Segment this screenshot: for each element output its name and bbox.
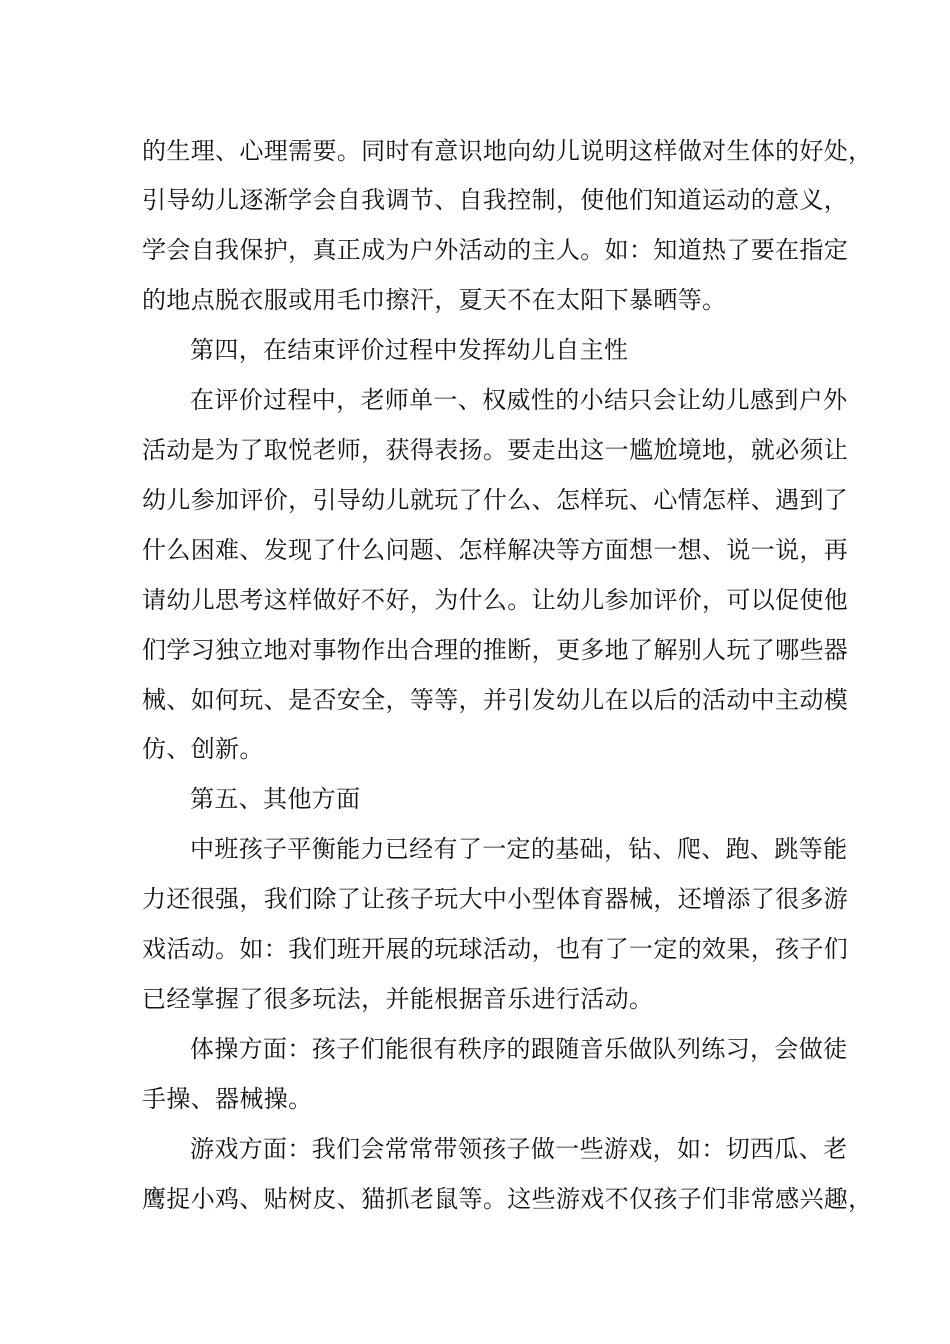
text-line: 已经掌握了很多玩法，并能根据音乐进行活动。	[142, 985, 654, 1013]
text-line: 力还很强，我们除了让孩子玩大中小型体育器械，还增添了很多游	[142, 885, 849, 913]
text-line: 戏活动。如：我们班开展的玩球活动，也有了一定的效果，孩子们	[142, 935, 849, 963]
text-line: 引导幼儿逐渐学会自我调节、自我控制，使他们知道运动的意义，	[142, 186, 849, 214]
text-line: 手操、器械操。	[142, 1085, 313, 1113]
section-heading: 第四，在结束评价过程中发挥幼儿自主性	[190, 336, 629, 364]
text-line: 游戏方面：我们会常常带领孩子做一些游戏，如：切西瓜、老	[190, 1135, 848, 1163]
text-line: 的地点脱衣服或用毛巾擦汗，夏天不在太阳下暴晒等。	[142, 286, 727, 314]
text-line: 活动是为了取悦老师，获得表扬。要走出这一尴尬境地，就必须让	[142, 436, 849, 464]
text-line: 请幼儿思考这样做好不好，为什么。让幼儿参加评价，可以促使他	[142, 586, 849, 614]
text-line: 械、如何玩、是否安全，等等，并引发幼儿在以后的活动中主动模	[142, 686, 849, 714]
text-line: 们学习独立地对事物作出合理的推断，更多地了解别人玩了哪些器	[142, 636, 849, 664]
text-line: 什么困难、发现了什么问题、怎样解决等方面想一想、说一说，再	[142, 536, 849, 564]
text-line: 鹰捉小鸡、贴树皮、猫抓老鼠等。这些游戏不仅孩子们非常感兴趣，	[142, 1185, 873, 1213]
text-line: 体操方面：孩子们能很有秩序的跟随音乐做队列练习，会做徒	[190, 1035, 848, 1063]
text-line: 中班孩子平衡能力已经有了一定的基础，钻、爬、跑、跳等能	[190, 835, 848, 863]
text-line: 学会自我保护，真正成为户外活动的主人。如：知道热了要在指定	[142, 236, 849, 264]
text-line: 的生理、心理需要。同时有意识地向幼儿说明这样做对生体的好处，	[142, 137, 873, 165]
text-line: 仿、创新。	[142, 735, 264, 763]
text-line: 幼儿参加评价，引导幼儿就玩了什么、怎样玩、心情怎样、遇到了	[142, 486, 849, 514]
section-heading: 第五、其他方面	[190, 785, 361, 813]
text-line: 在评价过程中，老师单一、权威性的小结只会让幼儿感到户外	[190, 386, 848, 414]
